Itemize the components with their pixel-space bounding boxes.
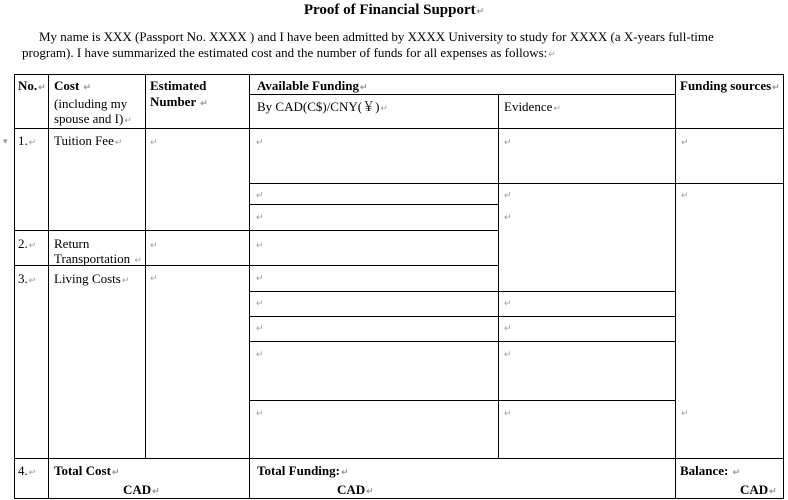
row-cost: Return	[54, 236, 90, 251]
empty-cell-mark: ↵	[256, 298, 264, 308]
table-border-top	[14, 74, 783, 75]
grid-line	[14, 458, 783, 459]
grid-line	[249, 316, 675, 317]
empty-cell-mark: ↵	[256, 349, 264, 359]
row-cost: Tuition Fee↵	[54, 133, 123, 148]
header-evidence: Evidence↵	[504, 99, 561, 114]
header-estimated-number: Estimated	[150, 78, 207, 93]
empty-cell-mark: ↵	[150, 137, 158, 147]
empty-cell-mark: ↵	[504, 349, 512, 359]
intro-line-1: My name is XXX (Passport No. XXXX ) and I have been admitted by XXXX University to study for XXXX (a X-years full-time	[39, 29, 714, 44]
totals-no: 4.↵	[18, 463, 37, 478]
table-border-right	[783, 74, 784, 499]
intro-line-2: program). I have summarized the estimated cost and the number of funds for all expenses as follows:↵	[22, 45, 556, 60]
grid-line	[145, 74, 146, 458]
row-cost: Transportation ↵	[54, 251, 142, 266]
empty-cell-mark: ↵	[256, 190, 264, 200]
grid-line	[249, 204, 498, 205]
row-cost: Living Costs↵	[54, 271, 130, 286]
balance-unit: CAD↵	[740, 482, 777, 497]
grid-line	[14, 230, 498, 231]
empty-cell-mark: ↵	[504, 408, 512, 418]
grid-line	[249, 291, 675, 292]
total-funding-label: Total Funding:↵	[257, 463, 349, 478]
empty-cell-mark: ↵	[504, 190, 512, 200]
empty-cell-mark: ↵	[256, 408, 264, 418]
empty-cell-mark: ↵	[256, 273, 264, 283]
empty-cell-mark: ↵	[256, 137, 264, 147]
header-cost-sub: (including my	[54, 96, 128, 111]
grid-line	[48, 74, 49, 499]
grid-line	[249, 183, 783, 184]
empty-cell-mark: ↵	[504, 323, 512, 333]
empty-cell-mark: ↵	[681, 408, 689, 418]
empty-cell-mark: ↵	[150, 240, 158, 250]
header-no: No.↵	[18, 78, 46, 93]
empty-cell-mark: ↵	[504, 212, 512, 222]
empty-cell-mark: ↵	[150, 273, 158, 283]
grid-line	[249, 74, 250, 499]
grid-line	[498, 94, 499, 458]
empty-cell-mark: ↵	[681, 137, 689, 147]
empty-cell-mark: ↵	[256, 240, 264, 250]
header-estimated-number: Number ↵	[150, 94, 208, 109]
page-title: Proof of Financial Support↵	[303, 2, 485, 18]
header-available-funding: Available Funding↵	[257, 78, 368, 93]
grid-line	[249, 341, 675, 342]
grid-line	[249, 400, 675, 401]
total-cost-label: Total Cost↵	[54, 463, 120, 478]
empty-cell-mark: ↵	[504, 298, 512, 308]
balance-label: Balance: ↵	[680, 463, 741, 478]
header-cost-sub: spouse and I)↵	[54, 111, 132, 126]
paragraph-mark: ↵	[476, 6, 485, 16]
row-no: 3.↵	[18, 271, 37, 286]
intro-paragraph	[22, 29, 782, 62]
row-no: 2.↵	[18, 236, 37, 251]
table-border-left	[14, 74, 15, 499]
grid-line	[14, 128, 783, 129]
total-funding-unit: CAD↵	[337, 482, 374, 497]
grid-line	[675, 74, 676, 499]
header-funding-sources: Funding sources↵	[680, 78, 780, 93]
row-no: 1.↵	[18, 133, 37, 148]
total-cost-unit: CAD↵	[123, 482, 160, 497]
header-cost: Cost ↵	[54, 78, 92, 93]
header-by-currency: By CAD(C$)/CNY(￥)↵	[257, 99, 388, 114]
row-marker: ▾	[3, 136, 8, 146]
empty-cell-mark: ↵	[681, 190, 689, 200]
empty-cell-mark: ↵	[256, 323, 264, 333]
empty-cell-mark: ↵	[256, 212, 264, 222]
empty-cell-mark: ↵	[504, 137, 512, 147]
